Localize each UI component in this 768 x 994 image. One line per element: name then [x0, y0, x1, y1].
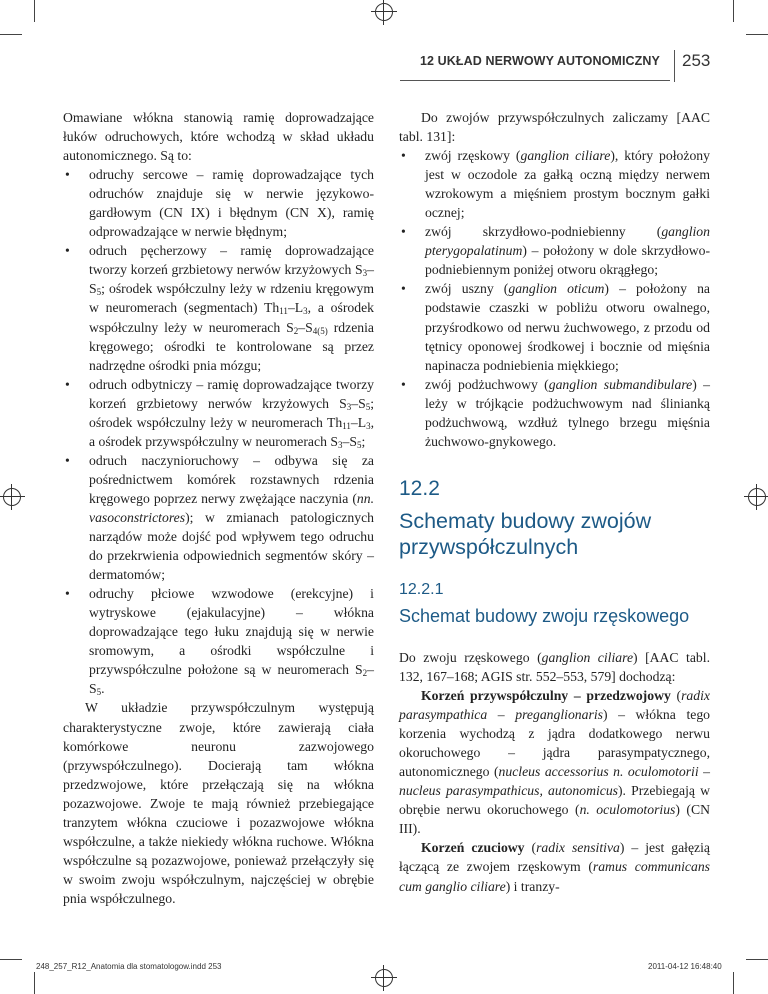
list-item: • zwój uszny (ganglion oticum) – położony na podstawie czaszki w pobliżu otworu owalnego, przyśrodkowo od nerwu żuchwowego, z przodu od tętnicy oponowej środkowej i bocznie od mięśnia napinacza podniebienia miękkiego;	[399, 279, 710, 374]
left-intro-paragraph: Omawiane włókna stanowią ramię doprowadzające łuków odruchowych, które wchodzą w skład układu autonomicznego. Są to:	[63, 110, 374, 164]
crop-mark	[746, 34, 768, 35]
chapter-title: 12 UKŁAD NERWOWY AUTONOMICZNY	[420, 54, 660, 68]
crop-mark	[34, 972, 35, 994]
section-number: 12.2	[399, 476, 440, 500]
registration-mark-bottom	[375, 969, 393, 987]
body-paragraph: Do zwoju rzęskowego (ganglion ciliare) [AAC tabl. 132, 167–168; AGIS str. 552–553, 579] dochodzą:	[399, 649, 711, 684]
left-closing-paragraph: W układzie przywspółczulnym występują charakterystyczne zwoje, które zawierają ciała komórkowe neuronu zazwojowego (przywspółczulnego). Docierają tam włókna przedzwojowe, które przełączają się na włókna pozazwojowe. Zwoje te mają również przebiegające tranzytem włókna czuciowe i pozazwojowe włókna współczulne, a także niekiedy włókna ruchowe. Włókna współczulne są pozazwojowe, ponieważ przełączyły się w swoim zwoju współczulnym, najczęściej w obrębie pnia współczulnego.	[63, 700, 374, 906]
list-item: • odruch naczynioruchowy – odbywa się za pośrednictwem komórek rozstawnych rdzenia kręgowego poprzez nerwy zwężające naczynia (nn. vasoconstrictores); w zmianach patologicznych narządów może dojść pod wpływem tego odruchu do przekrwienia odpowiednich segmentów skóry – dermatomów;	[63, 451, 374, 584]
subsection-number: 12.2.1	[399, 580, 444, 598]
reflex-list	[63, 165, 374, 698]
ganglia-list	[399, 146, 710, 451]
list-item: • zwój rzęskowy (ganglion ciliare), który położony jest w oczodole za gałką oczną między nerwem wzrokowym a mięśniem prostym bocznym gałki ocznej;	[399, 146, 710, 222]
list-item: • odruchy sercowe – ramię doprowadzające tych odruchów znajduje się w nerwie językowo-gardłowym (CN IX) i błędnym (CN X), ramię odprowadzające w nerwie błędnym;	[63, 165, 374, 241]
registration-mark-right	[748, 488, 766, 506]
list-item: • zwój skrzydłowo-podniebienny (ganglion pterygopalatinum) – położony w dole skrzydłowo-podniebiennym poniżej otworu okrągłego;	[399, 222, 710, 279]
crop-mark	[746, 959, 768, 960]
left-column	[63, 108, 374, 908]
crop-mark	[0, 34, 22, 35]
right-column	[399, 108, 710, 896]
page-number: 253	[682, 51, 711, 70]
list-item: • odruch pęcherzowy – ramię doprowadzające tworzy korzeń grzbietowy nerwów krzyżowych $S_3-S_5$; ośrodek współczulny leży w rdzeniu kręgowym w neuromerach (segmentach) $Th_{11}-L_3$, a ośrodek współczulny leży w neuromerach $S_2-S_{4(5)}$ rdzenia kręgowego; ośrodki te kontrolowane są przez nadrzędne ośrodki pnia mózgu;	[63, 241, 374, 374]
file-slug: 248_257_R12_Anatomia dla stomatologow.indd 253	[36, 962, 222, 971]
body-paragraph: Korzeń czuciowy (radix sensitiva) – jest gałęzią łączącą ze zwojem rzęskowym (ramus communicans cum ganglio ciliare) i tranzy-	[399, 840, 711, 894]
list-item: • odruchy płciowe wzwodowe (erekcyjne) i wytryskowe (ejakulacyjne) – włókna doprowadzające tego łuku znajdują się w nerwie sromowym, a ośrodki współczulne i przywspółczulne położone są w neuromerach $S_2-S_5$.	[63, 584, 374, 698]
section-title: Schematy budowy zwojów przywspółczulnych	[399, 508, 652, 559]
header-rule	[400, 80, 670, 81]
crop-mark	[733, 972, 734, 994]
right-intro-paragraph: Do zwojów przywspółczulnych zaliczamy [AAC tabl. 131]:	[399, 110, 710, 145]
timestamp-slug: 2011-04-12 16:48:40	[648, 962, 722, 971]
list-item: • odruch odbytniczy – ramię doprowadzające tworzy korzeń grzbietowy nerwów krzyżowych $S_3-S_5$; ośrodek współczulny leży w neuromerach $Th_{11}-L_3$, a ośrodek przywspółczulny w neuromerach $S_3-S_5$;	[63, 375, 374, 451]
crop-mark	[34, 0, 35, 22]
body-paragraph: Korzeń przywspółczulny – przedzwojowy (radix parasympathica – preganglionaris) – włókna tego korzenia wychodzą z jądra dodatkowego nerwu okoruchowego – jądra parasympatycznego, autonomicznego (nucleus accessorius n. oculomotorii – nucleus parasympathicus, autonomicus). Przebiegają w obrębie nerwu okoruchowego (n. oculomotorius) (CN III).	[399, 688, 711, 837]
registration-mark-top	[375, 3, 393, 21]
header-divider	[674, 50, 675, 82]
subsection-title: Schemat budowy zwoju rzęskowego	[399, 605, 690, 626]
crop-mark	[0, 959, 22, 960]
crop-mark	[733, 0, 734, 22]
list-item: • zwój podżuchwowy (ganglion submandibulare) – leży w trójkącie podżuchwowym nad ślinianką podżuchwową, wzdłuż tylnego brzegu mięśnia żuchwowo-gnykowego.	[399, 375, 710, 451]
registration-mark-left	[3, 488, 21, 506]
